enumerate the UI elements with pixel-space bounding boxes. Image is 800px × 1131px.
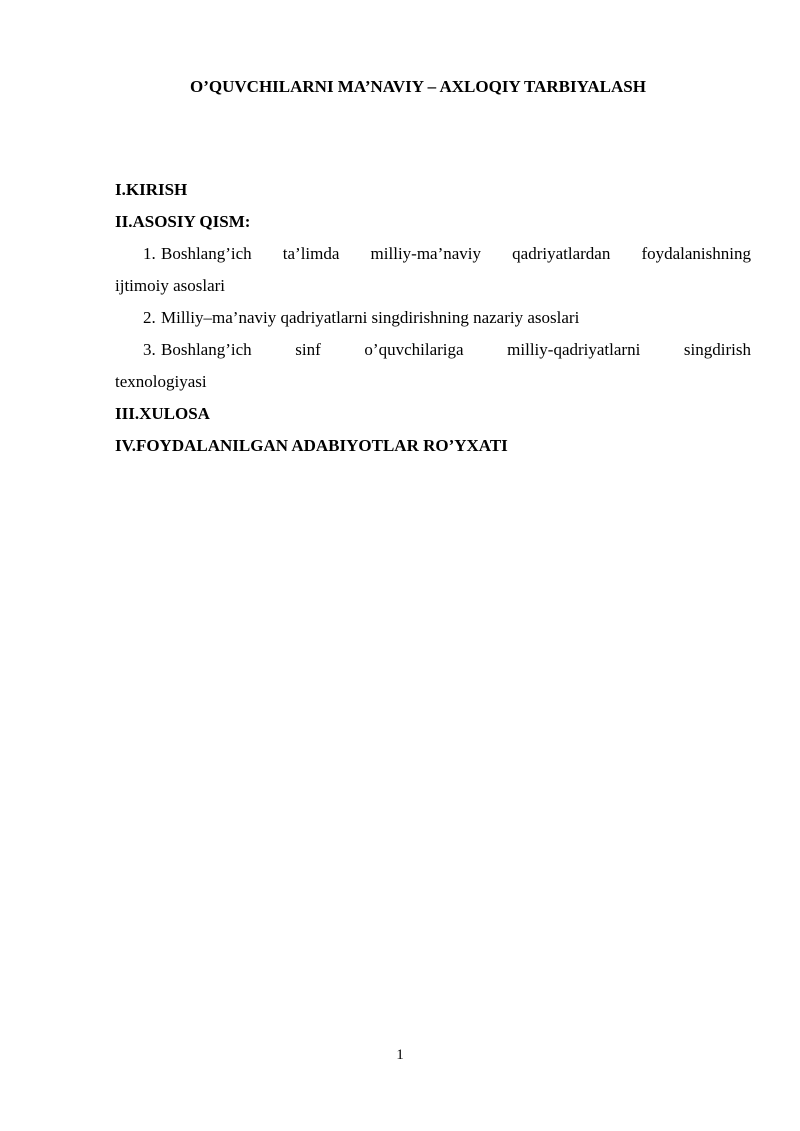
document-title: O’QUVCHILARNI MA’NAVIY – AXLOQIY TARBIYALASH	[190, 77, 646, 96]
toc-item-2-number: 2.	[143, 308, 156, 327]
table-of-contents	[115, 174, 751, 462]
toc-item-3-number: 3.	[143, 340, 156, 359]
toc-item-1-continuation: ijtimoiy asoslari	[115, 276, 226, 295]
toc-item-3-continuation: texnologiyasi	[115, 372, 207, 391]
toc-item-1	[115, 238, 751, 302]
toc-item-2-text: Milliy–ma’naviy qadriyatlarni singdirishning nazariy asoslari	[161, 308, 580, 327]
toc-main-part: II.ASOSIY QISM:	[115, 212, 251, 231]
toc-item-1-text: Boshlang’ich ta’limda milliy-ma’naviy qadriyatlardan foydalanishning	[161, 244, 751, 263]
toc-item-3	[115, 334, 751, 398]
toc-item-1-number: 1.	[143, 244, 156, 263]
toc-item-2	[115, 302, 751, 334]
toc-item-3-text: Boshlang’ich sinf o’quvchilariga milliy-qadriyatlarni singdirish	[161, 340, 751, 359]
toc-introduction: I.KIRISH	[115, 180, 188, 199]
toc-item-1-first-line	[115, 238, 751, 270]
page-number: 1	[396, 1047, 404, 1063]
toc-references: IV.FOYDALANILGAN ADABIYOTLAR RO’YXATI	[115, 436, 508, 455]
toc-item-3-first-line	[115, 334, 751, 366]
toc-item-2-first-line	[115, 302, 751, 334]
toc-conclusion: III.XULOSA	[115, 404, 210, 423]
